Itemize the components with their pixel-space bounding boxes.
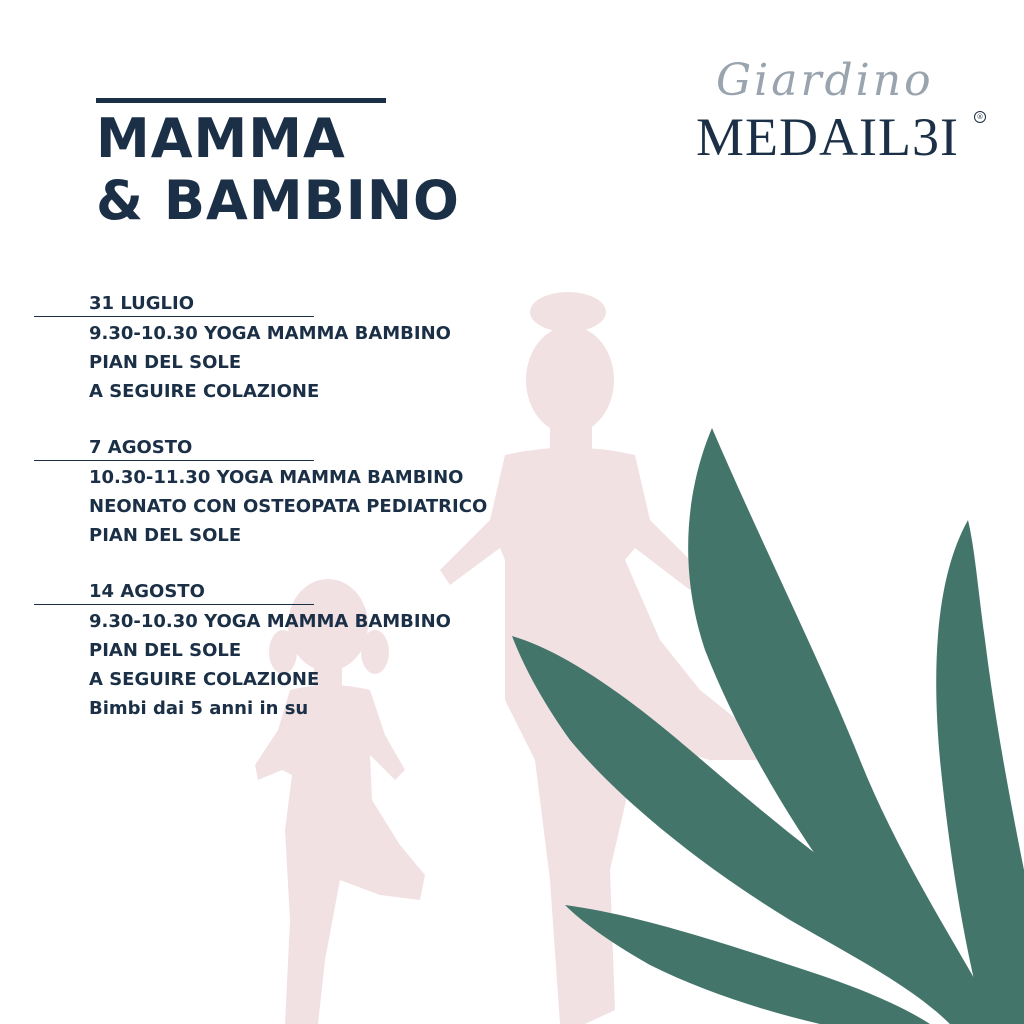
- event-detail-line: 9.30-10.30 YOGA MAMMA BAMBINO: [89, 611, 451, 632]
- event-detail-line: NEONATO CON OSTEOPATA PEDIATRICO: [89, 496, 488, 517]
- logo-wordmark: MEDAIL3I: [696, 107, 959, 167]
- brand-logo: [690, 55, 990, 175]
- event-divider: [34, 604, 314, 605]
- event-detail-line: PIAN DEL SOLE: [89, 525, 242, 546]
- event-date: 14 AGOSTO: [89, 581, 205, 602]
- event-details: [89, 607, 451, 723]
- event-detail-line: A SEGUIRE COLAZIONE: [89, 381, 320, 402]
- event-detail-line: Bimbi dai 5 anni in su: [89, 698, 309, 719]
- event-detail-line: 10.30-11.30 YOGA MAMMA BAMBINO: [89, 467, 464, 488]
- logo-script: Giardino: [716, 55, 934, 106]
- event-divider: [34, 460, 314, 461]
- event-details: [89, 463, 487, 550]
- event-detail-line: PIAN DEL SOLE: [89, 640, 242, 661]
- event-detail-line: 9.30-10.30 YOGA MAMMA BAMBINO: [89, 323, 451, 344]
- event-date: 31 LUGLIO: [89, 293, 195, 314]
- title-rule: [96, 98, 386, 103]
- event-divider: [34, 316, 314, 317]
- registered-mark-icon: ®: [974, 111, 986, 123]
- page-title: [96, 108, 460, 232]
- event-detail-line: PIAN DEL SOLE: [89, 352, 242, 373]
- event-date: 7 AGOSTO: [89, 437, 193, 458]
- title-line-2: & BAMBINO: [96, 169, 460, 232]
- title-line-1: MAMMA: [96, 107, 346, 170]
- event-detail-line: A SEGUIRE COLAZIONE: [89, 669, 320, 690]
- event-details: [89, 319, 451, 406]
